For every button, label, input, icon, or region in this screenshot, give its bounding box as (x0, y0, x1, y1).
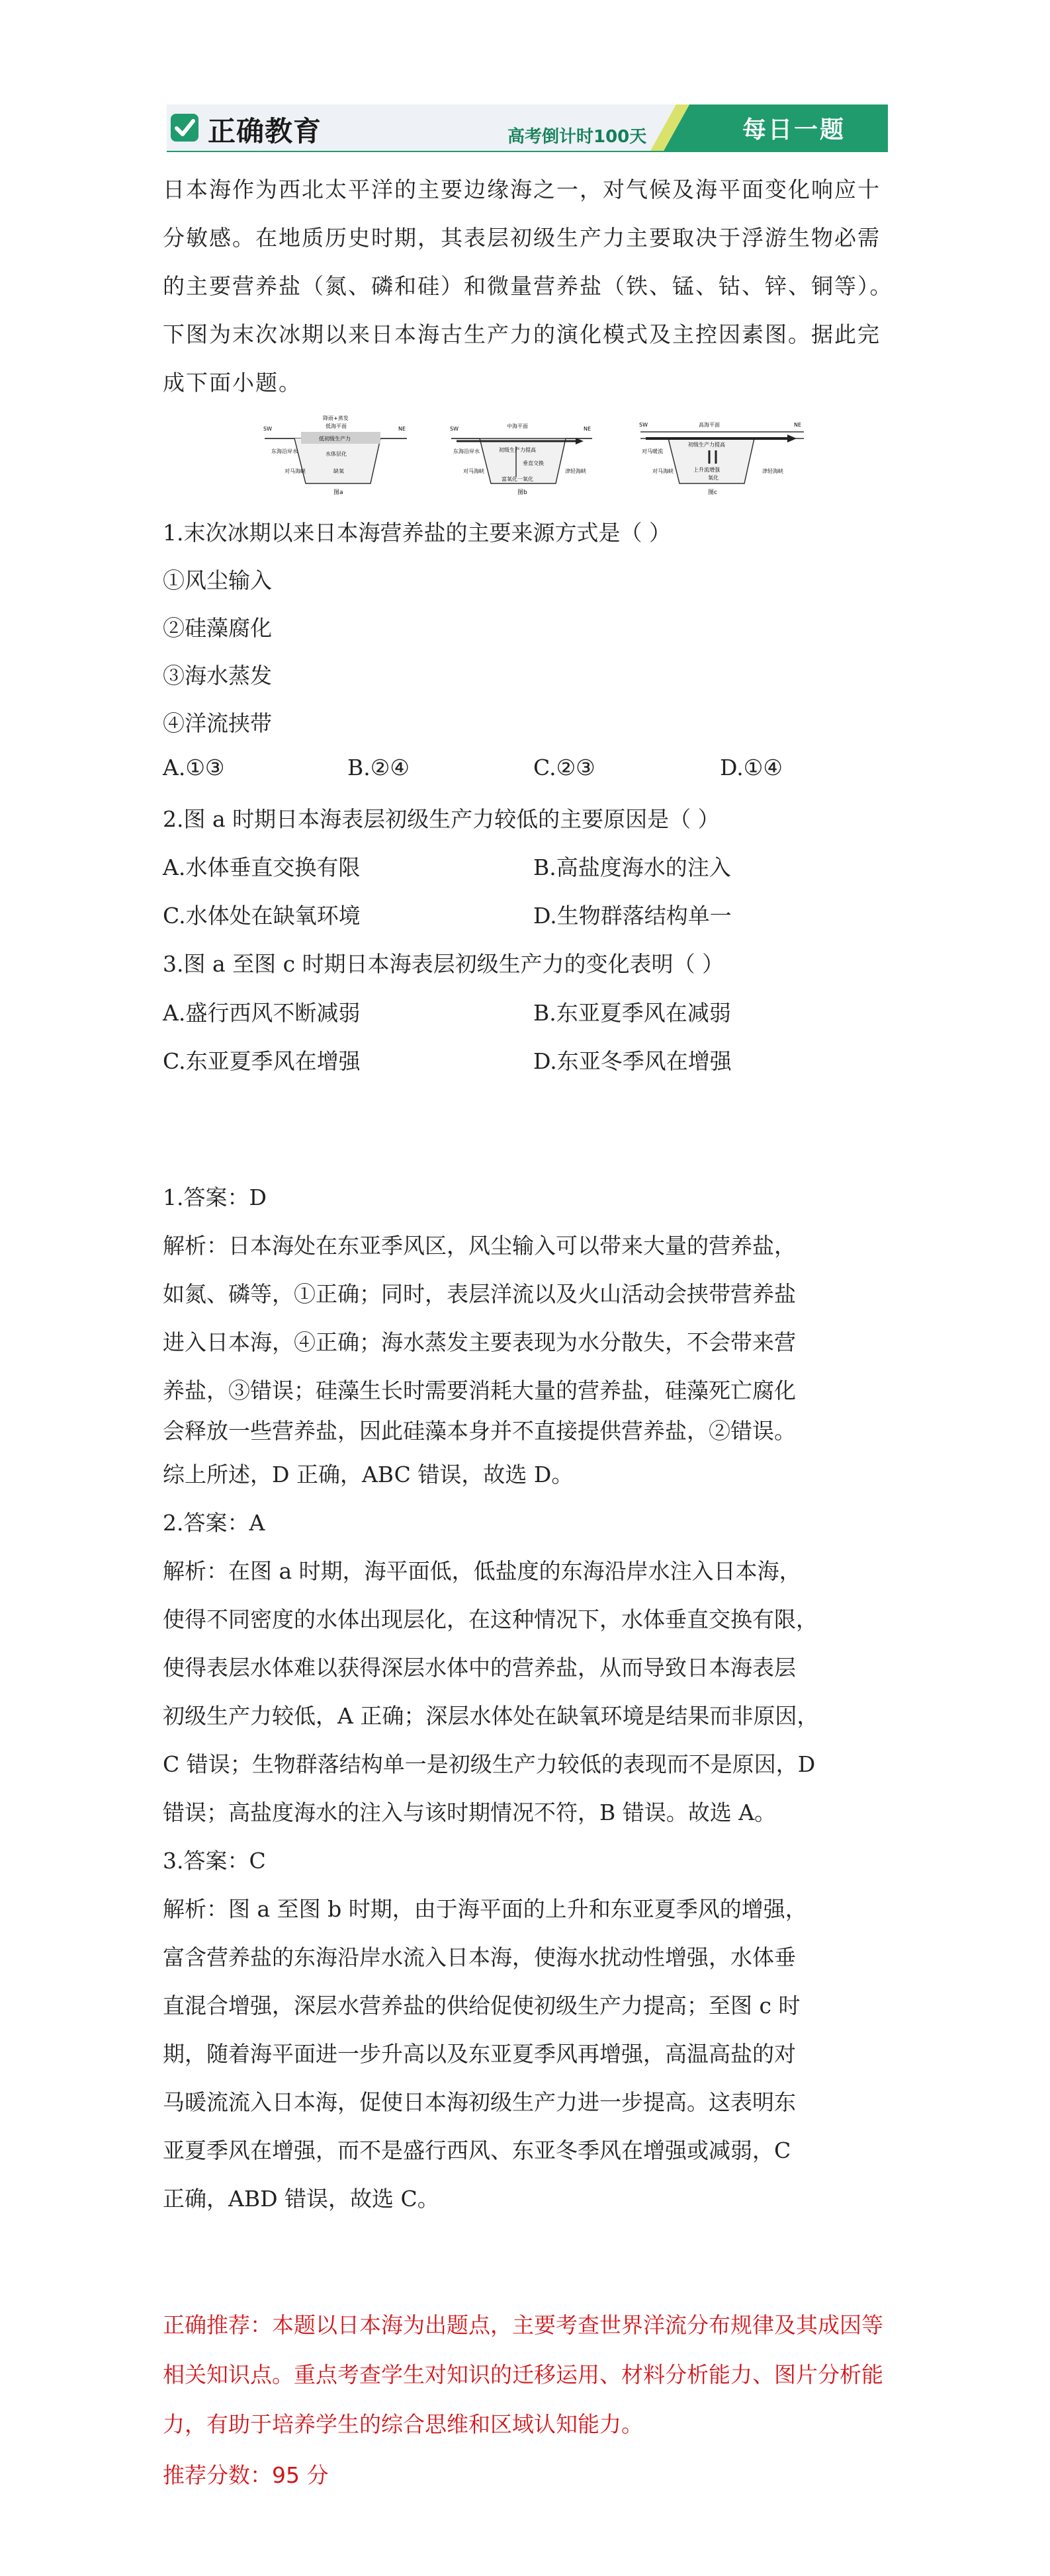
label-ne: NE (584, 426, 591, 432)
q1-item-3: ③海水蒸发 (163, 663, 272, 688)
answer-3-title: 3.答案：C (163, 1848, 266, 1874)
daily-question-label: 每日一题 (742, 116, 846, 144)
q1-option-a: A.①③ (163, 755, 225, 780)
label-sw: SW (263, 426, 272, 432)
q1-option-d: D.①④ (720, 755, 783, 780)
q2-option-c: C.水体处在缺氧环境 (163, 903, 361, 929)
answer-1-line: 养盐，③错误；硅藻生长时需要消耗大量的营养盐，硅藻死亡腐化 (163, 1378, 796, 1403)
answer-2-line: 初级生产力较低，A 正确；深层水体处在缺氧环境是结果而非原因， (163, 1703, 819, 1729)
label-center2: 上升流增强 (693, 467, 720, 473)
q2-option-a: A.水体垂直交换有限 (163, 854, 361, 880)
countdown-text: 高考倒计时100天 (507, 127, 647, 147)
label-strait-left: 对马海峡 (652, 468, 674, 474)
answer-2-line: 错误；高盐度海水的注入与该时期情况不符，B 错误。故选 A。 (163, 1800, 777, 1825)
label-center1: 初级生产力提高 (499, 447, 536, 453)
check-logo-icon (169, 112, 200, 143)
answer-1-line: 进入日本海，④正确；海水蒸发主要表现为水分散失，不会带来营 (163, 1329, 796, 1355)
answer-2-title: 2.答案：A (163, 1510, 265, 1536)
answer-1-line: 如氮、磷等，①正确；同时，表层洋流以及火山活动会挟带营养盐 (163, 1281, 796, 1307)
q3-option-c: C.东亚夏季风在增强 (163, 1048, 361, 1074)
label-strait-left: 对马海峡 (463, 468, 484, 474)
label-center1: 初级生产力提高 (688, 442, 725, 448)
answer-3-line: 期，随着海平面进一步升高以及东亚夏季风再增强，高温高盐的对 (163, 2041, 796, 2067)
answer-2-line: 使得表层水体难以获得深层水体中的营养盐，从而导致日本海表层 (163, 1655, 796, 1681)
q3-option-d: D.东亚冬季风在增强 (533, 1048, 732, 1074)
figure-c-caption: 图c (708, 489, 717, 496)
answer-3-line: 解析：图 a 至图 b 时期，由于海平面的上升和东亚夏季风的增强， (163, 1896, 807, 1922)
brand-name: 正确教育 (208, 115, 322, 147)
label-left-water: 对马暖流 (642, 448, 663, 454)
current-arrowhead (787, 435, 797, 442)
answer-3-line: 富含营养盐的东海沿岸水流入日本海，使海水扰动性增强，水体垂 (163, 1944, 796, 1970)
label-ne: NE (398, 426, 406, 432)
label-left-water: 东海沿岸水 (453, 448, 480, 454)
label-sw: SW (639, 422, 648, 428)
q1-option-b: B.②④ (347, 755, 410, 780)
label-top1: 降雨+蒸发 (323, 415, 349, 421)
figure-c (639, 421, 804, 496)
label-center1: 低初级生产力 (319, 436, 351, 442)
basin-outline (265, 438, 407, 483)
figure-a-caption: 图a (333, 489, 343, 496)
q1-option-c: C.②③ (533, 755, 595, 780)
answer-2-line: 使得不同密度的水体出现层化，在这种情况下，水体垂直交换有限， (163, 1606, 818, 1632)
label-left-water: 东海沿岸水 (271, 448, 298, 454)
q3-option-a: A.盛行西风不断减弱 (163, 1000, 361, 1026)
answer-3-line: 马暖流流入日本海，促使日本海初级生产力进一步提高。这表明东 (163, 2089, 796, 2115)
answer-1-line: 综上所述，D 正确，ABC 错误，故选 D。 (163, 1462, 574, 1487)
label-bottom1: 缺氧 (333, 468, 344, 474)
q1-item-2: ②硅藻腐化 (163, 615, 272, 641)
label-sw: SW (450, 426, 459, 432)
label-strait-right: 津轻海峡 (565, 468, 586, 474)
q3-stem: 3.图 a 至图 c 时期日本海表层初级生产力的变化表明（ ） (163, 951, 724, 977)
q3-option-b: B.东亚夏季风在减弱 (533, 1000, 731, 1026)
answer-3-line: 亚夏季风在增强，而不是盛行西风、东亚冬季风在增强或减弱，C (163, 2138, 791, 2163)
q1-item-1: ①风尘输入 (163, 567, 272, 593)
figure-b-caption: 图b (517, 489, 527, 496)
answer-1-line: 会释放一些营养盐，因此硅藻本身并不直接提供营养盐，②错误。 (163, 1418, 796, 1444)
answer-3-line: 正确，ABD 错误，故选 C。 (163, 2186, 439, 2212)
answer-1-line: 解析：日本海处在东亚季风区，风尘输入可以带来大量的营养盐， (163, 1233, 796, 1259)
answer-2-line: 解析：在图 a 时期，海平面低，低盐度的东海沿岸水注入日本海， (163, 1558, 801, 1584)
recommend-text: 正确推荐：本题以日本海为出题点，主要考查世界洋流分布规律及其成因等相关知识点。重点考查学生对知识的迁移运用、材料分析能力、图片分析能力，有助于培养学生的综合思维和区域认知能力。 (163, 2312, 883, 2437)
answer-3-line: 直混合增强，深层水营养盐的供给促使初级生产力提高；至图 c 时 (163, 1993, 801, 2018)
label-strait: 对马海峡 (284, 468, 306, 474)
label-top1: 高海平面 (699, 422, 720, 428)
label-top1: 中海平面 (507, 423, 528, 429)
label-bottom1: 氧化 (708, 475, 719, 481)
q2-option-d: D.生物群落结构单一 (533, 903, 732, 929)
label-side1: 垂直交换 (523, 460, 544, 466)
q1-stem: 1.末次冰期以来日本海营养盐的主要来源方式是（ ） (163, 520, 671, 546)
q2-stem: 2.图 a 时期日本海表层初级生产力较低的主要原因是（ ） (163, 806, 720, 832)
figure-a (263, 415, 407, 496)
q2-option-b: B.高盐度海水的注入 (533, 854, 731, 880)
q1-item-4: ④洋流挟带 (163, 710, 272, 736)
label-center2: 水体层化 (326, 451, 347, 457)
header-banner (167, 104, 888, 152)
answer-1-title: 1.答案：D (163, 1184, 267, 1210)
answer-2-line: C 错误；生物群落结构单一是初级生产力较低的表现而不是原因，D (163, 1751, 816, 1777)
intro-paragraph: 日本海作为西北太平洋的主要边缘海之一，对气候及海平面变化响应十分敏感。在地质历史时期，其表层初级生产力主要取决于浮游生物必需的主要营养盐（氮、磷和硅）和微量营养盐（铁、锰、钴、锌、铜等）。下图为末次冰期以来日本海古生产力的演化模式及主控因素图。据此完成下面小题。 (163, 177, 893, 395)
label-bottom1: 富氧化一氧化 (502, 476, 533, 482)
label-ne: NE (794, 422, 802, 428)
label-strait-right: 津轻海峡 (762, 468, 783, 474)
evolution-figures (245, 412, 820, 498)
recommend-score: 推荐分数：95 分 (163, 2462, 329, 2488)
label-top2: 低海平面 (326, 423, 347, 429)
figure-b (450, 423, 592, 496)
